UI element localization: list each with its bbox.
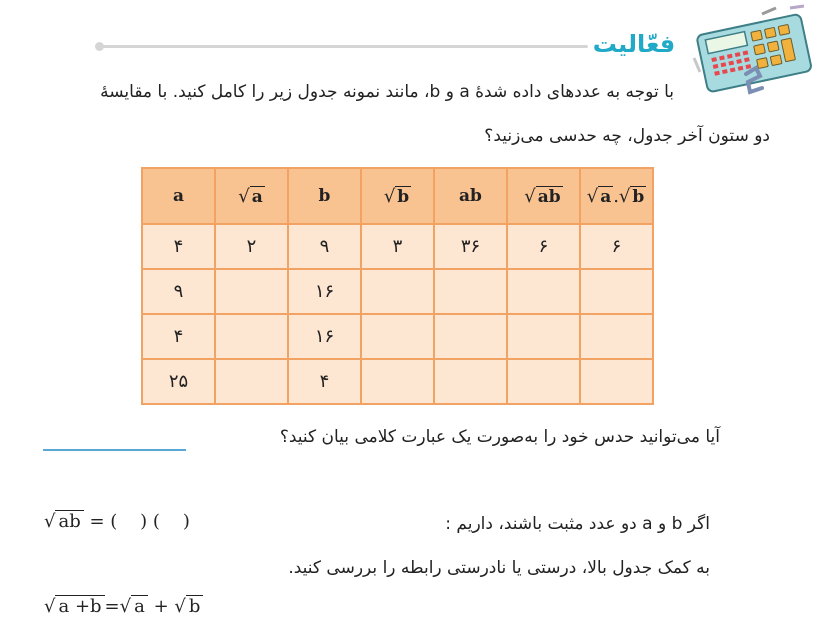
table-header-row [142, 168, 653, 224]
header-b: b [288, 168, 361, 224]
header-divider [98, 45, 588, 48]
table-cell [507, 314, 580, 359]
table-cell: ۳۶ [434, 224, 507, 269]
table-row [142, 224, 653, 269]
values-table [141, 167, 654, 405]
table-cell [215, 314, 288, 359]
header-sqrt-a: √ a [215, 168, 288, 224]
table-cell [361, 269, 434, 314]
table-cell: ۹ [288, 224, 361, 269]
table-cell: ۶ [507, 224, 580, 269]
table-cell [361, 359, 434, 404]
table-cell: ۴ [288, 359, 361, 404]
table-row [142, 269, 653, 314]
table-row [142, 359, 653, 404]
header-sqrt-b: √ b [361, 168, 434, 224]
table-cell [507, 269, 580, 314]
header-ab: ab [434, 168, 507, 224]
table-cell: ۶ [580, 224, 653, 269]
table-cell: ۲۵ [142, 359, 215, 404]
table-cell: ۳ [361, 224, 434, 269]
header-divider-dot [95, 42, 104, 51]
table-cell [361, 314, 434, 359]
table-cell [580, 269, 653, 314]
header-a: a [142, 168, 215, 224]
table-row [142, 314, 653, 359]
table-cell [580, 359, 653, 404]
table-cell: ۲ [215, 224, 288, 269]
header-sqrt-ab: √ ab [507, 168, 580, 224]
table-cell: ۴ [142, 314, 215, 359]
activity-title: فعّالیت [592, 30, 676, 58]
table-cell: ۱۶ [288, 269, 361, 314]
answer-blank[interactable] [43, 449, 186, 451]
table-cell [507, 359, 580, 404]
statement-text: اگر b و a دو عدد مثبت باشند، داریم : [445, 514, 710, 534]
table-cell: ۴ [142, 224, 215, 269]
intro-line-2: دو ستون آخر جدول، چه حدسی می‌زنید؟ [484, 126, 770, 146]
table-cell [580, 314, 653, 359]
table-cell: ۱۶ [288, 314, 361, 359]
question-text: آیا می‌توانید حدس خود را به‌صورت یک عبارت کلامی بیان کنید؟ [279, 427, 720, 447]
table-cell [434, 359, 507, 404]
intro-line-1: با توجه به عددهای داده شدهٔ a و b، مانند نمونه جدول زیر را کامل کنید. با مقایسهٔ [100, 82, 674, 102]
calculator-icon [690, 2, 820, 107]
formula-sqrt-ab: √ ab = ( ) ( ) [44, 511, 190, 532]
table-cell [434, 314, 507, 359]
check-text: به کمک جدول بالا، درستی یا نادرستی رابطه را بررسی کنید. [288, 558, 710, 578]
table-cell: ۹ [142, 269, 215, 314]
table-cell [215, 359, 288, 404]
table-cell [215, 269, 288, 314]
header-sqrt-a-times-sqrt-b: √ a .√ b [580, 168, 653, 224]
formula-sqrt-sum: √ a +b =√ a + √ b [44, 596, 203, 617]
table-cell [434, 269, 507, 314]
